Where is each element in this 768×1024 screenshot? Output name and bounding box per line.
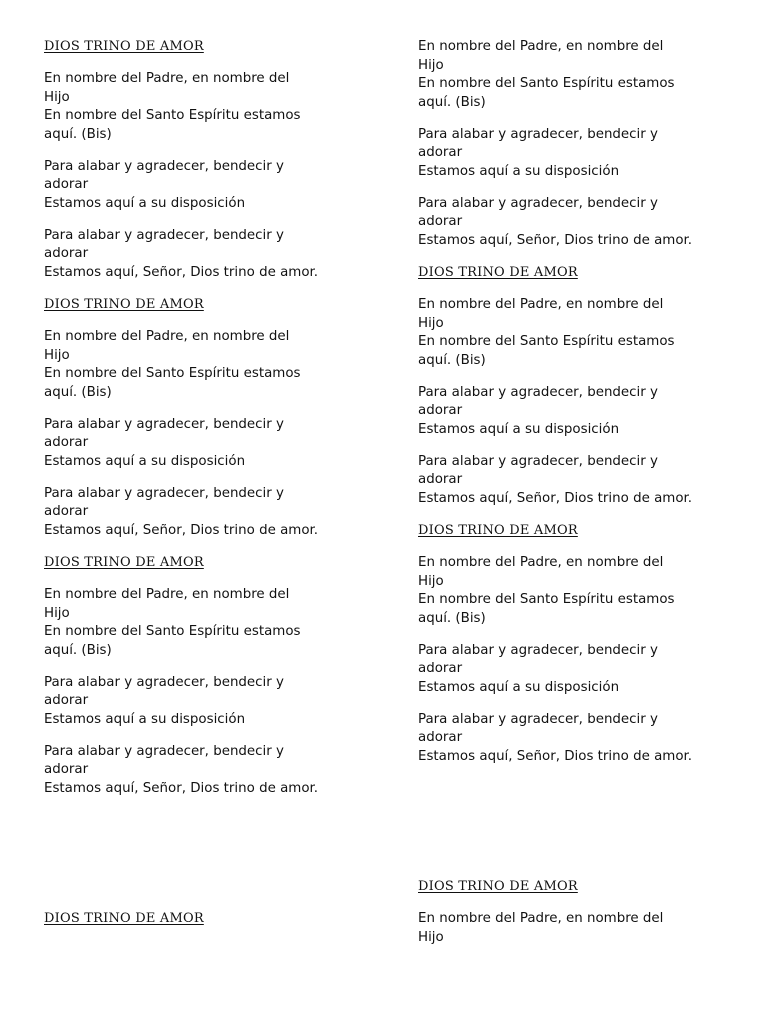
verse-line: Estamos aquí, Señor, Dios trino de amor.	[418, 748, 693, 764]
song-block-left-3	[44, 554, 364, 812]
verse-line: adorar	[418, 214, 463, 229]
verse-3	[418, 453, 738, 509]
verse-line: Hijo	[418, 573, 444, 589]
verse-line: Estamos aquí a su disposición	[418, 679, 620, 695]
song-block-left-2	[44, 296, 364, 554]
verse-1	[44, 70, 364, 144]
verse-line: Estamos aquí a su disposición	[44, 453, 246, 469]
verse-line: En nombre del Padre, en nombre del	[44, 71, 290, 86]
verse-line: En nombre del Padre, en nombre del	[418, 297, 664, 312]
song-title: DIOS TRINO DE AMOR	[44, 297, 204, 312]
verse-line: adorar	[418, 403, 463, 418]
song-title: DIOS TRINO DE AMOR	[418, 523, 578, 538]
verse-3	[44, 227, 364, 283]
verse-line: Hijo	[44, 347, 70, 363]
verse-line: En nombre del Padre, en nombre del	[418, 555, 664, 570]
verse-line: aquí. (Bis)	[418, 94, 486, 110]
verse-line: adorar	[418, 145, 463, 160]
verse-line: adorar	[44, 693, 89, 708]
verse-line: En nombre del Padre, en nombre del	[418, 911, 664, 926]
song-title: DIOS TRINO DE AMOR	[44, 555, 204, 570]
verse-3	[44, 743, 364, 799]
verse-line: aquí. (Bis)	[418, 610, 486, 626]
verse-line: adorar	[418, 472, 463, 487]
verse-line: Estamos aquí a su disposición	[44, 195, 246, 211]
verse-line: Para alabar y agradecer, bendecir y	[418, 711, 658, 727]
verse-line: Hijo	[44, 605, 70, 621]
verse-line: En nombre del Santo Espíritu estamos	[44, 108, 301, 123]
verse-2	[44, 416, 364, 472]
verse-line: adorar	[44, 246, 89, 261]
song-block-left-1	[44, 38, 364, 296]
verse-line: adorar	[44, 177, 89, 192]
verse-line: Estamos aquí, Señor, Dios trino de amor.	[44, 264, 319, 280]
verse-line: En nombre del Santo Espíritu estamos	[418, 76, 675, 91]
verse-line: Estamos aquí, Señor, Dios trino de amor.	[44, 780, 319, 796]
verse-line: Para alabar y agradecer, bendecir y	[418, 126, 658, 142]
verse-line: En nombre del Padre, en nombre del	[44, 587, 290, 602]
verse-1	[418, 554, 738, 628]
verse-line: Hijo	[418, 315, 444, 331]
verse-line: Para alabar y agradecer, bendecir y	[44, 158, 284, 174]
verse-line: aquí. (Bis)	[418, 352, 486, 368]
verse-line: adorar	[44, 435, 89, 450]
verse-line: aquí. (Bis)	[44, 126, 112, 142]
verse-line: aquí. (Bis)	[44, 384, 112, 400]
verse-line: Hijo	[44, 89, 70, 105]
verse-1	[418, 910, 738, 947]
verse-3	[418, 195, 738, 251]
verse-line: Para alabar y agradecer, bendecir y	[418, 453, 658, 469]
song-title: DIOS TRINO DE AMOR	[44, 911, 204, 926]
song-block-right-1	[418, 38, 738, 264]
verse-line: En nombre del Santo Espíritu estamos	[418, 334, 675, 349]
verse-line: Para alabar y agradecer, bendecir y	[418, 384, 658, 400]
song-block-left-4	[44, 910, 364, 942]
verse-line: Estamos aquí a su disposición	[44, 711, 246, 727]
song-block-right-4	[418, 878, 738, 961]
verse-1	[44, 328, 364, 402]
verse-3	[44, 485, 364, 541]
verse-line: En nombre del Padre, en nombre del	[44, 329, 290, 344]
verse-line: aquí. (Bis)	[44, 642, 112, 658]
verse-line: adorar	[418, 661, 463, 676]
verse-line: Estamos aquí a su disposición	[418, 421, 620, 437]
song-block-right-2	[418, 264, 738, 522]
verse-line: En nombre del Padre, en nombre del	[418, 39, 664, 54]
verse-line: Estamos aquí, Señor, Dios trino de amor.	[44, 522, 319, 538]
verse-2	[418, 642, 738, 698]
verse-3	[418, 711, 738, 767]
verse-line: Para alabar y agradecer, bendecir y	[418, 195, 658, 211]
verse-1	[418, 38, 738, 112]
verse-line: Estamos aquí a su disposición	[418, 163, 620, 179]
verse-2	[418, 384, 738, 440]
verse-line: Para alabar y agradecer, bendecir y	[418, 642, 658, 658]
verse-line: En nombre del Santo Espíritu estamos	[418, 592, 675, 607]
verse-line: adorar	[418, 730, 463, 745]
verse-line: adorar	[44, 762, 89, 777]
verse-1	[44, 586, 364, 660]
verse-line: Hijo	[418, 929, 444, 945]
verse-line: Para alabar y agradecer, bendecir y	[44, 227, 284, 243]
song-title: DIOS TRINO DE AMOR	[44, 39, 204, 54]
song-title: DIOS TRINO DE AMOR	[418, 265, 578, 280]
verse-2	[44, 158, 364, 214]
verse-line: En nombre del Santo Espíritu estamos	[44, 366, 301, 381]
verse-line: Para alabar y agradecer, bendecir y	[44, 674, 284, 690]
verse-line: Para alabar y agradecer, bendecir y	[44, 485, 284, 501]
song-block-right-3	[418, 522, 738, 780]
verse-2	[418, 126, 738, 182]
verse-line: En nombre del Santo Espíritu estamos	[44, 624, 301, 639]
verse-line: Hijo	[418, 57, 444, 73]
verse-line: Estamos aquí, Señor, Dios trino de amor.	[418, 490, 693, 506]
verse-line: adorar	[44, 504, 89, 519]
verse-1	[418, 296, 738, 370]
verse-line: Estamos aquí, Señor, Dios trino de amor.	[418, 232, 693, 248]
verse-line: Para alabar y agradecer, bendecir y	[44, 416, 284, 432]
verse-line: Para alabar y agradecer, bendecir y	[44, 743, 284, 759]
verse-2	[44, 674, 364, 730]
song-title: DIOS TRINO DE AMOR	[418, 879, 578, 894]
